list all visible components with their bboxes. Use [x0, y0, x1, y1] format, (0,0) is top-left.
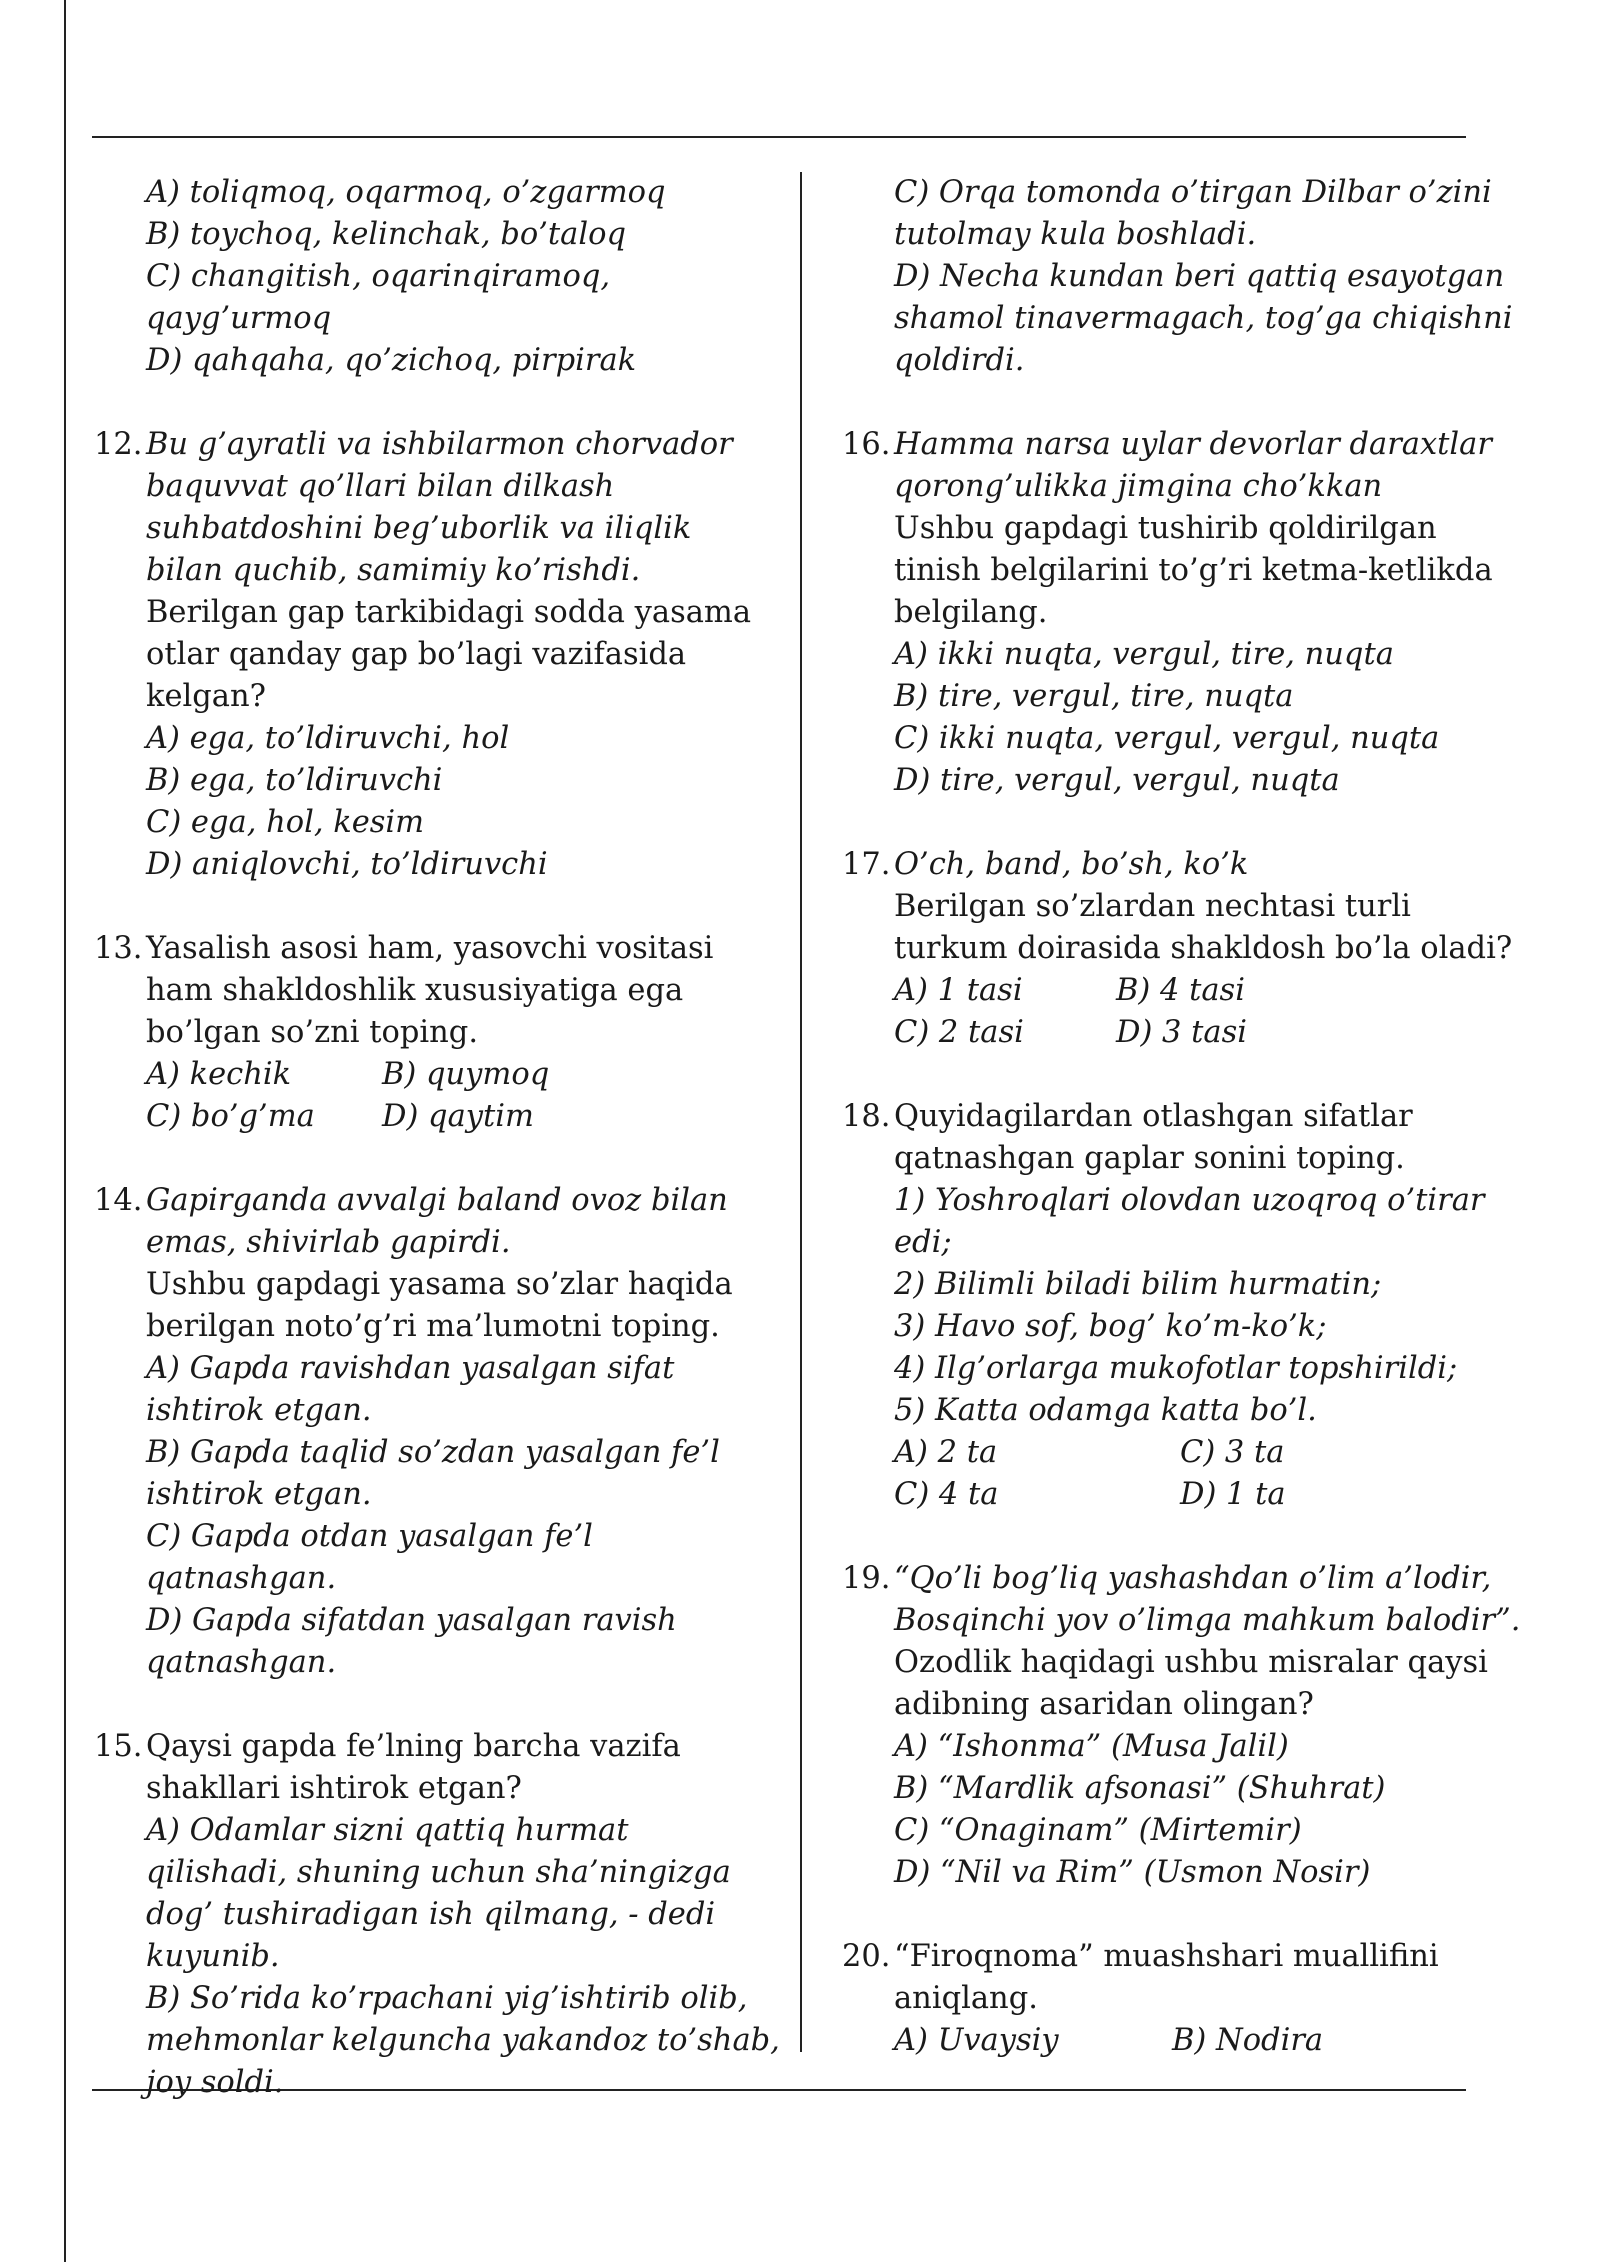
- option-d: D) qahqaha, qo’zichoq, pirpirak: [146, 343, 637, 378]
- question-14: [94, 1180, 784, 1684]
- question-prompt: kelgan?: [146, 679, 266, 714]
- option-c: C) “Onaginam” (Mirtemir): [894, 1813, 1302, 1848]
- option-a-cont: ishtirok etgan.: [146, 1393, 372, 1428]
- question-prompt: qatnashgan gaplar sonini toping.: [894, 1141, 1405, 1176]
- option-b-cont: joy soldi.: [146, 2065, 284, 2100]
- option-b-cont: ishtirok etgan.: [146, 1477, 372, 1512]
- question-text: “Qo’li bog’liq yashashdan o’lim a’lodir,: [894, 1561, 1492, 1596]
- question-text: Hamma narsa uylar devorlar daraxtlar: [894, 427, 1492, 462]
- option-b: B) quymoq: [382, 1057, 550, 1092]
- option-b: B) Gapda taqlid so’zdan yasalgan fe’l: [146, 1435, 720, 1470]
- question-prompt: Yasalish asosi ham, yasovchi vositasi: [146, 931, 714, 966]
- option-d-cont: qoldirdi.: [894, 343, 1025, 378]
- question-prompt: aniqlang.: [894, 1981, 1038, 2016]
- option-d-cont: shamol tinavermagach, tog’ga chiqishni: [894, 301, 1513, 336]
- list-item: 4) Ilg’orlarga mukofotlar topshirildi;: [894, 1351, 1458, 1386]
- question-number: 19.: [842, 1561, 891, 1596]
- question-prompt: Quyidagilardan otlashgan sifatlar: [894, 1099, 1413, 1134]
- list-item: 5) Katta odamga katta bo’l.: [894, 1393, 1317, 1428]
- question-prompt: adibning asaridan olingan?: [894, 1687, 1314, 1722]
- question-prompt: bo’lgan so’zni toping.: [146, 1015, 479, 1050]
- option-a: A) Odamlar sizni qattiq hurmat: [146, 1813, 629, 1848]
- page-left-border: [64, 0, 66, 2262]
- question-number: 16.: [842, 427, 891, 462]
- question-prompt: Qaysi gapda fe’lning barcha vazifa: [146, 1729, 681, 1764]
- option-c: C) ega, hol, kesim: [146, 805, 425, 840]
- list-item: edi;: [894, 1225, 952, 1260]
- option-b: B) tire, vergul, tire, nuqta: [894, 679, 1294, 714]
- option-c-cont: qatnashgan.: [146, 1561, 337, 1596]
- question-prompt: Ushbu gapdagi tushirib qoldirilgan: [894, 511, 1437, 546]
- question-13: [94, 928, 784, 1138]
- option-a: A) toliqmoq, oqarmoq, o’zgarmoq: [146, 175, 666, 210]
- question-text: bilan quchib, samimiy ko’rishdi.: [146, 553, 641, 588]
- option-c: C) bo’g’ma: [146, 1099, 315, 1134]
- option-d: D) tire, vergul, vergul, nuqta: [894, 763, 1340, 798]
- option-a: A) Uvaysiy: [894, 2023, 1059, 2058]
- option-d: D) qaytim: [382, 1099, 534, 1134]
- list-item: 2) Bilimli biladi bilim hurmatin;: [894, 1267, 1382, 1302]
- option-c: C) 4 ta: [894, 1477, 999, 1512]
- option-b: B) toychoq, kelinchak, bo’taloq: [146, 217, 626, 252]
- question-number: 13.: [94, 931, 143, 966]
- option-d-cont: qatnashgan.: [146, 1645, 337, 1680]
- option-a: A) “Ishonma” (Musa Jalil): [894, 1729, 1289, 1764]
- question-prompt: berilgan noto’g’ri ma’lumotni toping.: [146, 1309, 720, 1344]
- option-a: A) 1 tasi: [894, 973, 1023, 1008]
- question-number: 12.: [94, 427, 143, 462]
- question-prompt: Ozodlik haqidagi ushbu misralar qaysi: [894, 1645, 1488, 1680]
- question-number: 15.: [94, 1729, 143, 1764]
- option-c-cont: tutolmay kula boshladi.: [894, 217, 1257, 252]
- question-text: baquvvat qo’llari bilan dilkash: [146, 469, 615, 504]
- option-b-cont: mehmonlar kelguncha yakandoz to’shab,: [146, 2023, 780, 2058]
- option-a: A) 2 ta: [894, 1435, 998, 1470]
- question-prompt: otlar qanday gap bo’lagi vazifasida: [146, 637, 687, 672]
- option-c: C) changitish, oqarinqiramoq,: [146, 259, 611, 294]
- question-text: Gapirganda avvalgi baland ovoz bilan: [146, 1183, 728, 1218]
- column-divider: [800, 172, 802, 2052]
- option-d: D) Necha kundan beri qattiq esayotgan: [894, 259, 1505, 294]
- question-text: Bosqinchi yov o’limga mahkum balodir”.: [894, 1603, 1521, 1638]
- option-b: B) ega, to’ldiruvchi: [146, 763, 443, 798]
- option-c-cont: qayg’urmoq: [146, 301, 332, 336]
- question-19: [842, 1558, 1521, 1894]
- option-c: C) 2 tasi: [894, 1015, 1024, 1050]
- question-prompt: Ushbu gapdagi yasama so’zlar haqida: [146, 1267, 733, 1302]
- option-c: C) Orqa tomonda o’tirgan Dilbar o’zini: [894, 175, 1492, 210]
- question-15-tail: [842, 172, 1513, 382]
- option-b: C) 3 ta: [1180, 1435, 1285, 1470]
- option-a-cont: qilishadi, shuning uchun sha’ningizga: [146, 1855, 731, 1890]
- option-b: B) So’rida ko’rpachani yig’ishtirib olib,: [146, 1981, 748, 2016]
- question-20: [842, 1936, 1502, 2062]
- option-a: A) ikki nuqta, vergul, tire, nuqta: [894, 637, 1394, 672]
- question-number: 20.: [842, 1939, 891, 1974]
- question-15: [94, 1726, 784, 2104]
- option-d: D) “Nil va Rim” (Usmon Nosir): [894, 1855, 1371, 1890]
- question-prompt: turkum doirasida shakldosh bo’la oladi?: [894, 931, 1513, 966]
- question-prompt: “Firoqnoma” muashshari muallifini: [894, 1939, 1439, 1974]
- option-b: B) “Mardlik afsonasi” (Shuhrat): [894, 1771, 1386, 1806]
- question-text: emas, shivirlab gapirdi.: [146, 1225, 511, 1260]
- option-a: A) kechik: [146, 1057, 292, 1092]
- option-a-cont: dog’ tushiradigan ish qilmang, - dedi: [146, 1897, 716, 1932]
- question-number: 18.: [842, 1099, 891, 1134]
- option-a: A) Gapda ravishdan yasalgan sifat: [146, 1351, 675, 1386]
- option-b: B) 4 tasi: [1116, 973, 1245, 1008]
- list-item: 3) Havo sof, bog’ ko’m-ko’k;: [894, 1309, 1327, 1344]
- option-b: B) Nodira: [1172, 2023, 1324, 2058]
- question-prompt: Berilgan gap tarkibidagi sodda yasama: [146, 595, 752, 630]
- left-column: [94, 172, 784, 2104]
- question-text: qorong’ulikka jimgina cho’kkan: [894, 469, 1383, 504]
- option-a: A) ega, to’ldiruvchi, hol: [146, 721, 510, 756]
- question-11-tail: [94, 172, 784, 382]
- question-prompt: tinish belgilarini to’g’ri ketma-ketlikda: [894, 553, 1493, 588]
- option-c: C) Gapda otdan yasalgan fe’l: [146, 1519, 593, 1554]
- question-text: suhbatdoshini beg’uborlik va iliqlik: [146, 511, 692, 546]
- question-text: O’ch, band, bo’sh, ko’k: [894, 847, 1249, 882]
- question-prompt: shakllari ishtirok etgan?: [146, 1771, 522, 1806]
- question-text: Bu g’ayratli va ishbilarmon chorvador: [146, 427, 733, 462]
- question-16: [842, 424, 1502, 802]
- question-number: 14.: [94, 1183, 143, 1218]
- question-prompt: belgilang.: [894, 595, 1048, 630]
- option-d: D) 3 tasi: [1116, 1015, 1247, 1050]
- list-item: 1) Yoshroqlari olovdan uzoqroq o’tirar: [894, 1183, 1485, 1218]
- option-a-cont: kuyunib.: [146, 1939, 280, 1974]
- question-number: 17.: [842, 847, 891, 882]
- right-column: [842, 172, 1521, 2062]
- question-prompt: ham shakldoshlik xususiyatiga ega: [146, 973, 684, 1008]
- option-d: D) aniqlovchi, to’ldiruvchi: [146, 847, 548, 882]
- header-rule: [92, 136, 1466, 138]
- option-d: D) 1 ta: [1180, 1477, 1286, 1512]
- question-17: [842, 844, 1513, 1054]
- option-d: D) Gapda sifatdan yasalgan ravish: [146, 1603, 677, 1638]
- question-prompt: Berilgan so’zlardan nechtasi turli: [894, 889, 1411, 924]
- question-18: [842, 1096, 1502, 1516]
- option-c: C) ikki nuqta, vergul, vergul, nuqta: [894, 721, 1440, 756]
- question-12: [94, 424, 784, 886]
